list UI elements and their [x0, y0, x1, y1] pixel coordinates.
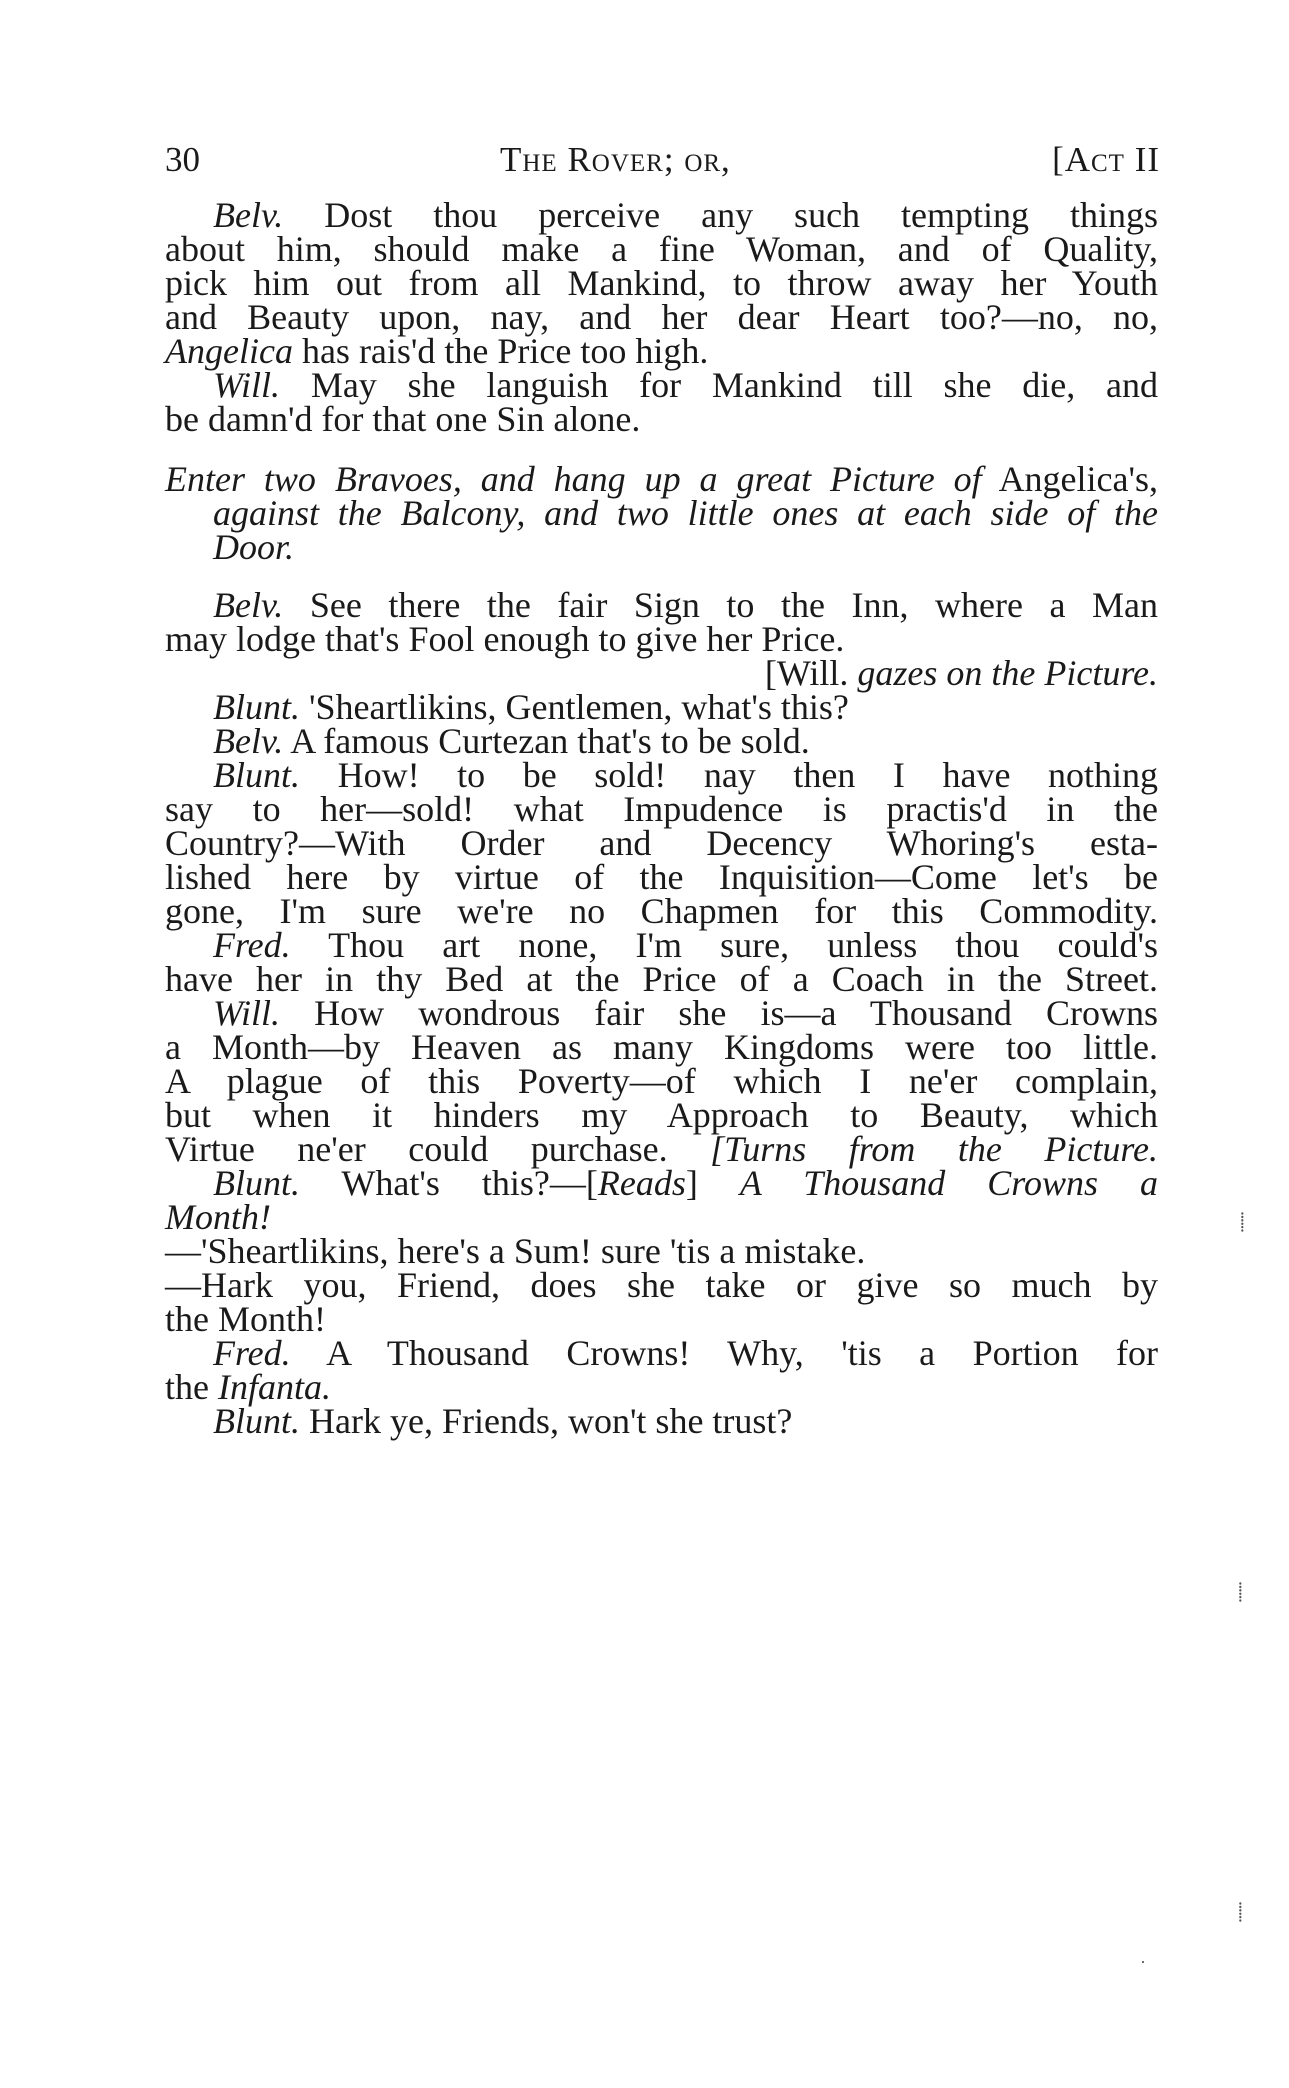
- speech-line: Blunt. 'Sheartlikins, Gentlemen, what's this?: [213, 687, 849, 727]
- speech-line: Month!: [165, 1197, 271, 1237]
- running-header: [165, 138, 1160, 182]
- speech-line: about him, should make a fine Woman, and of Quality,: [165, 229, 1158, 269]
- speech-line: pick him out from all Mankind, to throw away her Youth: [165, 263, 1158, 303]
- speaker-name: Belv.: [213, 721, 284, 761]
- speech-line: lished here by virtue of the Inquisition—Come let's be: [165, 857, 1158, 897]
- speech-line: have her in thy Bed at the Price of a Coach in the Street.: [165, 959, 1158, 999]
- stage-direction: Door.: [213, 527, 295, 567]
- speaker-name: Fred.: [213, 1333, 291, 1373]
- act-label: [Act II: [1052, 140, 1160, 179]
- speech-line: gone, I'm sure we're no Chapmen for this Commodity.: [165, 891, 1158, 931]
- speaker-name: Blunt.: [213, 687, 300, 727]
- stage-direction: [Will. gazes on the Picture.: [764, 653, 1158, 693]
- speaker-name: Belv.: [213, 585, 284, 625]
- margin-mark: ⸽: [1238, 1582, 1243, 1602]
- running-title: The Rover; or,: [500, 140, 731, 179]
- speaker-name: Belv.: [213, 195, 284, 235]
- page-number: 30: [165, 140, 200, 179]
- speech-line: say to her—sold! what Impudence is practis'd in the: [165, 789, 1158, 829]
- speech-line: Fred. Thou art none, I'm sure, unless thou could's: [213, 925, 1158, 965]
- speech-line: A plague of this Poverty—of which I ne'er complain,: [165, 1061, 1158, 1101]
- margin-mark: ⸽: [1238, 1902, 1243, 1922]
- speaker-name: Blunt.: [213, 1163, 300, 1203]
- speech-line: the Infanta.: [165, 1367, 331, 1407]
- speech-line: Blunt. What's this?—[Reads] A Thousand Crowns a: [213, 1163, 1159, 1203]
- speech-line: —'Sheartlikins, here's a Sum! sure 'tis a mistake.: [165, 1231, 866, 1271]
- speech-line: be damn'd for that one Sin alone.: [165, 399, 641, 439]
- stage-direction: [Turns from the Picture.: [710, 1129, 1158, 1169]
- speech-line: Will. May she languish for Mankind till she die, and: [213, 365, 1159, 405]
- speech-line: Belv. See there the fair Sign to the Inn, where a Man: [213, 585, 1158, 625]
- proper-name: Angelica: [165, 331, 293, 371]
- speech-line: Angelica has rais'd the Price too high.: [165, 331, 709, 371]
- speaker-name: Blunt.: [213, 1401, 300, 1441]
- speech-line: and Beauty upon, nay, and her dear Heart too?—no, no,: [165, 297, 1158, 337]
- speech-line: Blunt. Hark ye, Friends, won't she trust?: [213, 1401, 793, 1441]
- speech-line: Belv. Dost thou perceive any such tempting things: [213, 195, 1159, 235]
- stage-direction: against the Balcony, and two little ones at each side of the: [213, 493, 1158, 533]
- speaker-name: Fred.: [213, 925, 291, 965]
- speech-line: Virtue ne'er could purchase. [Turns from the Picture.: [165, 1129, 1158, 1169]
- margin-mark: ⸽: [1240, 1212, 1245, 1232]
- speech-line: but when it hinders my Approach to Beauty, which: [165, 1095, 1158, 1135]
- speaker-name: Will.: [213, 365, 281, 405]
- speech-line: Country?—With Order and Decency Whoring's esta-: [165, 823, 1158, 863]
- speech-line: Belv. A famous Curtezan that's to be sold.: [213, 721, 810, 761]
- speech-line: a Month—by Heaven as many Kingdoms were too little.: [165, 1027, 1158, 1067]
- speaker-name: Blunt.: [213, 755, 300, 795]
- speech-line: Fred. A Thousand Crowns! Why, 'tis a Portion for: [213, 1333, 1159, 1373]
- stage-direction: Enter two Bravoes, and hang up a great Picture of Angelica's,: [165, 459, 1158, 499]
- speech-line: the Month!: [165, 1299, 326, 1339]
- speech-line: Blunt. How! to be sold! nay then I have nothing: [213, 755, 1159, 795]
- margin-mark: ·: [1140, 1952, 1146, 1972]
- speaker-name: Will.: [213, 993, 281, 1033]
- speech-line: Will. How wondrous fair she is—a Thousand Crowns: [213, 993, 1159, 1033]
- speech-line: —Hark you, Friend, does she take or give so much by: [165, 1265, 1158, 1305]
- speech-line: may lodge that's Fool enough to give her Price.: [165, 619, 845, 659]
